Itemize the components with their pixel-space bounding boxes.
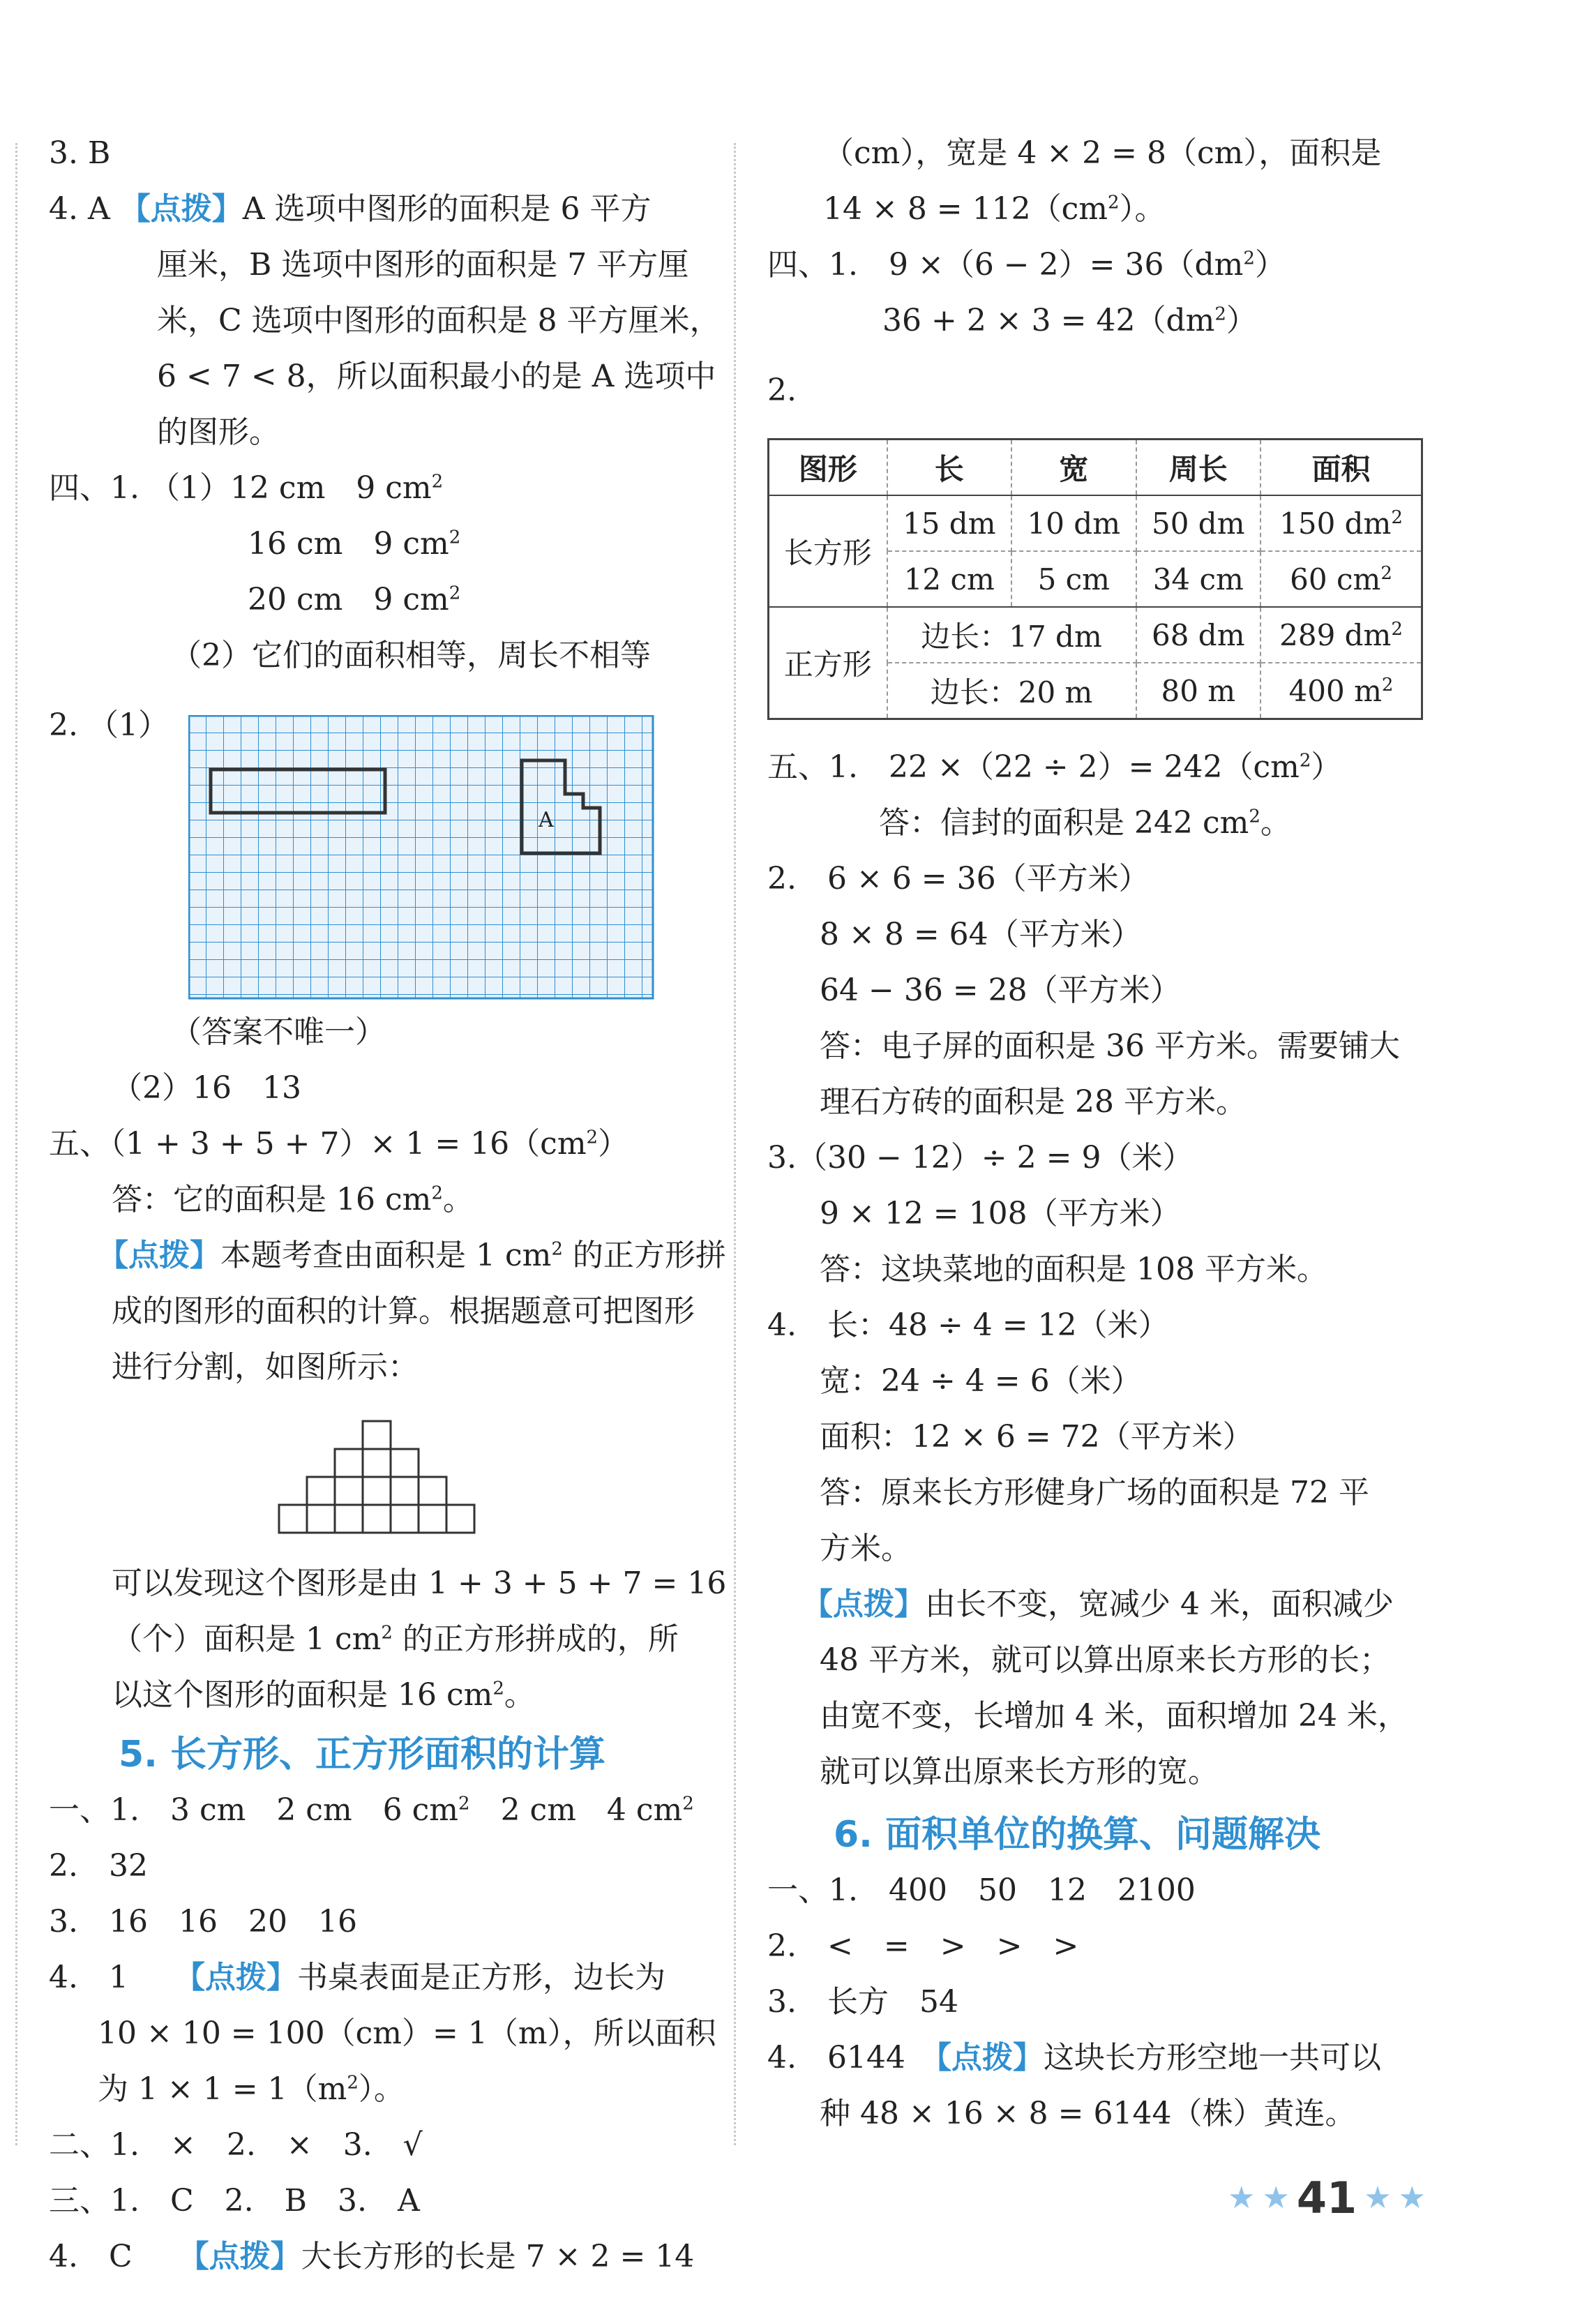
table-header: 长 <box>887 440 1012 496</box>
star-icon: ★ <box>1398 2179 1426 2216</box>
answer-line: 答：它的面积是 16 $cm^2$。 <box>112 1182 474 1217</box>
left-margin-line <box>15 143 17 2145</box>
answer-line: （2）16 13 <box>112 1070 301 1106</box>
answer-line: 由宽不变，长增加 4 米，面积增加 24 米， <box>820 1698 1408 1734</box>
answer-line: 答：原来长方形健身广场的面积是 72 平 <box>820 1475 1369 1510</box>
answer-line: 为 $1 \times 1 = 1(m^2)$。 <box>98 2071 405 2107</box>
answer-line: $36 + 2 \times 3 = 42(dm^2)$ <box>882 303 1257 338</box>
answer-line: 64 − 36 = 28（平方米） <box>820 973 1181 1008</box>
answer-line: 2. 6 × 6 = 36（平方米） <box>767 861 1150 896</box>
answer-line: 4. 1 【点拨】书桌表面是正方形，边长为 <box>49 1960 665 1995</box>
table-header: 宽 <box>1011 440 1136 496</box>
answer-line: $14 \times 8 = 112(cm^2)$。 <box>823 191 1166 227</box>
answer-line: 答：信封的面积是 242 $cm^2$。 <box>879 805 1291 841</box>
answer-line: （cm），宽是 4 × 2 = 8（cm），面积是 <box>823 135 1382 171</box>
answer-line: 10 × 10 = 100（cm）= 1（m），所以面积 <box>98 2016 716 2051</box>
answer-line: 一、1. 400 50 12 2100 <box>767 1872 1196 1908</box>
answer-line: 48 平方米，就可以算出原来长方形的长； <box>820 1642 1390 1678</box>
page-number-badge <box>1228 2170 1430 2225</box>
answer-line: 就可以算出原来长方形的宽。 <box>820 1754 1219 1789</box>
answer-line: 种 48 × 16 × 8 = 6144（株）黄连。 <box>820 2096 1356 2131</box>
answer-line: 2. < = > > > <box>767 1928 1079 1964</box>
answer-line: 16 cm 9 $cm^2$ <box>248 526 461 562</box>
answer-line: 4. C 【点拨】大长方形的长是 7 × 2 = 14 <box>49 2239 695 2274</box>
answer-line: 四、1. （1）12 cm 9 $cm^2$ <box>49 470 444 506</box>
column-divider <box>734 143 736 2145</box>
answer-line: 二、1. × 2. × 3. √ <box>49 2127 423 2163</box>
star-icon: ★ <box>1228 2179 1256 2216</box>
answer-line: 答：电子屏的面积是 36 平方米。需要铺大 <box>820 1028 1400 1064</box>
answer-line: 3.（30 − 12）÷ 2 = 9（米） <box>767 1140 1194 1176</box>
answer-line: 五、1. $22 \times(22 \div 2)= 242(cm^2)$ <box>767 749 1342 785</box>
answer-line: 方米。 <box>820 1531 912 1566</box>
answer-line: 米，C 选项中图形的面积是 8 平方厘米， <box>157 303 721 338</box>
note-line: （答案不唯一） <box>171 1014 386 1050</box>
answer-line: 成的图形的面积的计算。根据题意可把图形 <box>112 1293 695 1329</box>
answer-line: 以这个图形的面积是 16 $cm^2$。 <box>112 1677 535 1713</box>
table-row: 边长：20 m 80 m 400 $m^2$ <box>769 663 1422 719</box>
answer-line: 20 cm 9 $cm^2$ <box>248 582 461 617</box>
answer-line: 的图形。 <box>157 414 280 450</box>
table-header: 周长 <box>1136 440 1261 496</box>
answer-line: 四、1. $9 \times(6 - 2)= 36(dm^2)$ <box>767 247 1286 283</box>
star-icon: ★ <box>1262 2179 1290 2216</box>
answer-line: 8 × 8 = 64（平方米） <box>820 917 1142 952</box>
table-row: 12 cm 5 cm 34 cm 60 $cm^2$ <box>769 551 1422 607</box>
answer-table <box>767 438 1423 720</box>
answer-line: 2. 32 <box>49 1848 148 1884</box>
answer-line: 进行分割，如图所示： <box>112 1349 419 1385</box>
answer-line: 宽：24 ÷ 4 = 6（米） <box>820 1363 1142 1399</box>
answer-line: 6 < 7 < 8，所以面积最小的是 A 选项中 <box>157 359 716 394</box>
section-title: 6. 面积单位的换算、问题解决 <box>834 1814 1321 1856</box>
answer-line: 一、1. 3 cm 2 cm 6 $cm^2$ 2 cm 4 $cm^2$ <box>49 1792 694 1828</box>
answer-line: （2）它们的面积相等，周长不相等 <box>171 638 651 673</box>
answer-line: 答：这块菜地的面积是 108 平方米。 <box>820 1252 1327 1287</box>
answer-line: 面积：12 × 6 = 72（平方米） <box>820 1419 1254 1455</box>
table-header: 图形 <box>769 440 887 496</box>
answer-line: 3. 16 16 20 16 <box>49 1904 357 1939</box>
tip-label: 【点拨】 <box>119 191 243 227</box>
page-number: 41 <box>1296 2172 1357 2223</box>
answer-line: 3. 长方 54 <box>767 1984 958 2020</box>
answer-line: 9 × 12 = 108（平方米） <box>820 1196 1181 1231</box>
answer-line: 2. <box>767 373 797 408</box>
grid-figure <box>188 715 656 1001</box>
answer-line: 三、1. C 2. B 3. A <box>49 2183 420 2219</box>
answer-line: 理石方砖的面积是 28 平方米。 <box>820 1084 1247 1120</box>
answer-line: 3. B <box>49 135 111 171</box>
table-header: 面积 <box>1260 440 1422 496</box>
table-row: 正方形 边长：17 dm 68 dm 289 $dm^2$ <box>769 607 1422 663</box>
answer-line: 五、$(1 + 3 + 5 + 7)\times 1 = 16(cm^2)$ <box>49 1126 629 1162</box>
answer-line: 2. （1） <box>49 707 169 743</box>
answer-line: 厘米，B 选项中图形的面积是 7 平方厘 <box>157 247 689 283</box>
answer-line: 4. 6144 【点拨】这块长方形空地一共可以 <box>767 2040 1381 2075</box>
section-title: 5. 长方形、正方形面积的计算 <box>119 1734 606 1776</box>
answer-line: 可以发现这个图形是由 1 + 3 + 5 + 7 = 16 <box>112 1566 727 1601</box>
stepped-figure <box>269 1420 492 1545</box>
answer-line: （个）面积是 1 $cm^2$ 的正方形拼成的，所 <box>112 1621 679 1657</box>
tip-line: 【点拨】由长不变，宽减少 4 米，面积减少 <box>802 1586 1394 1622</box>
shape-a-label: A <box>539 808 554 832</box>
star-icon: ★ <box>1364 2179 1392 2216</box>
table-row: 长方形 15 dm 10 dm 50 dm 150 $dm^2$ <box>769 495 1422 551</box>
answer-line: 4. 长：48 ÷ 4 = 12（米） <box>767 1307 1169 1343</box>
tip-line: 【点拨】本题考查由面积是 1 $cm^2$ 的正方形拼 <box>98 1238 726 1273</box>
answer-line: 4. A 【点拨】A 选项中图形的面积是 6 平方 <box>49 191 652 227</box>
